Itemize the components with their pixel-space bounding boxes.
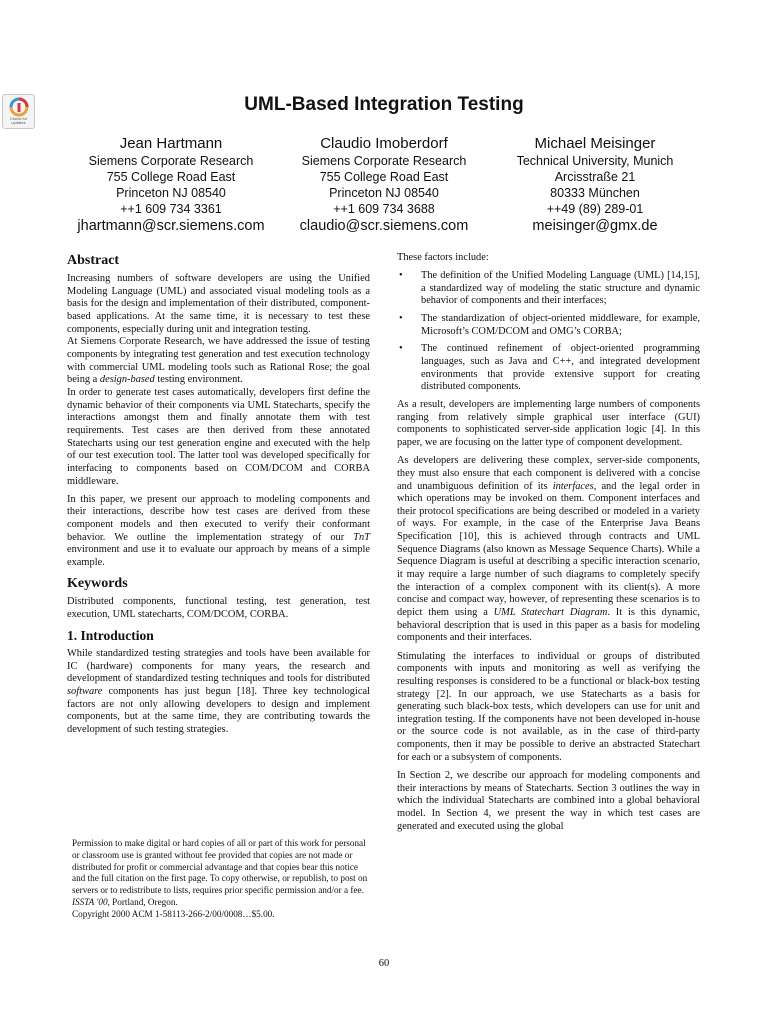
author-email[interactable]: meisinger@gmx.de [532, 218, 658, 234]
author-street: 755 College Road East [319, 170, 449, 184]
author-phone: ++1 609 734 3361 [120, 202, 222, 216]
author-city: 80333 München [550, 186, 640, 200]
body-paragraph: As a result, developers are implementing large numbers of components ranging from relatively simple graphical user interface (GUI) components to sophisticated server-side application logic [4]. In this paper, we are focusing on the latter type of component development. [397, 399, 700, 449]
body-paragraph: Stimulating the interfaces to individual or groups of distributed components with inputs and monitoring as well as verifying the resulting responses is considered to be a functional or black-box testing strategy [2]. In our approach, we use Statecharts as a basis for generating such black-box tests, which developers can use for unit and integration testing. If the components have not been developed in-house or the source code is not available, as in the case of third-party components, then it may be possible to derive an abstracted Statechart for each or a subsystem of components. [397, 650, 700, 763]
abstract-paragraph: In order to generate test cases automatically, developers first define the dynamic behavior of their components via UML Statecharts, specify the interactions amongst them and finally annotate them with test requirements. Test cases are then derived from these annotated Statecharts using our test generation engine and executed with the help of our test execution tool. The latter tool was developed specifically for interfacing to components based on COM/DCOM and CORBA middleware. [67, 386, 370, 487]
permission-text: Permission to make digital or hard copies of all or part of this work for personal or classroom use is granted without fee provided that copies are not made or distributed for profit or commercial advantage and that copies bear this notice and the full citation on the first page. To copy otherwise, or republish, to post on servers or to redistribute to lists, requires prior specific permission and/or a fee. [72, 838, 368, 895]
left-column [67, 252, 370, 742]
author-city: Princeton NJ 08540 [329, 186, 439, 200]
author-phone: ++49 (89) 289-01 [546, 202, 644, 216]
author-name: Michael Meisinger [534, 135, 656, 152]
author-name: Jean Hartmann [119, 135, 223, 152]
author-phone: ++1 609 734 3688 [333, 202, 435, 216]
introduction-heading: 1. Introduction [67, 627, 154, 643]
author-affiliation: Technical University, Munich [516, 154, 674, 168]
introduction-paragraph: While standardized testing strategies and tools have been available for IC (hardware) components for many years, the research and development of standardized testing techniques and tools for distributed software components has just begun [18]. Three key technological factors are not only allowing developers to design and implement components, but at the same time, they are contributing towards the development of such testing strategies. [67, 647, 370, 735]
author-affiliation: Siemens Corporate Research [301, 154, 467, 168]
venue-line: ISSTA '00, Portland, Oregon. [72, 896, 178, 907]
factors-intro: These factors include: [397, 252, 489, 263]
bullet-icon: • [399, 270, 403, 282]
paper-title: UML-Based Integration Testing [244, 94, 524, 115]
keywords-heading: Keywords [67, 576, 128, 592]
bullet-icon: • [399, 343, 403, 355]
abstract-paragraph: Increasing numbers of software developers are using the Unified Modeling Language (UML) and associated visual modeling tools as a basis for the design and implementation of their distributed, component-based applications. At the same time, it is necessary to test these components, especially during unit and integration testing. [67, 273, 370, 335]
abstract-paragraph: In this paper, we present our approach to modeling components and their interactions, describe how test cases are derived from these component models and then executed to verify their conformant behavior. We outline the implementation strategy of our TnT environment and use it to evaluate our approach by means of a simple example. [67, 493, 370, 568]
badge-line-2: updates [11, 120, 26, 125]
keywords-text: Distributed components, functional testing, test generation, test execution, UML statecharts, COM/DCOM, CORBA. [67, 596, 370, 620]
author-name: Claudio Imoberdorf [320, 135, 448, 152]
author-block-3 [475, 134, 715, 236]
right-column [397, 252, 700, 839]
author-street: Arcisstraße 21 [554, 170, 636, 184]
factors-list [397, 270, 700, 394]
body-paragraph: In Section 2, we describe our approach for modeling components and their interactions by means of Statecharts. Section 3 outlines the way in which the individual Statecharts are combined into a global behavioral model. In Section 4, we present the way in which test cases are generated and executed using the global [397, 769, 700, 832]
body-paragraph: As developers are delivering these complex, server-side components, they must also ensure that each component is delivered with a concise and unambiguous definition of its interfaces, and the legal order in which operations may be invoked on them. Component interfaces and their protocol specifications are being described or modeled in a variety of ways. For example, in the case of the Enterprise Java Beans Specification [10], this is achieved through contracts and UML Sequence Diagrams (also known as Message Sequence Charts). While a Sequence Diagram is useful at describing a specific interaction scenario, it may require a large number of such diagrams to completely specify the interaction of a complex component with its client(s). A more concise and compact way, however, of representing these scenarios is to depict them using a UML Statechart Diagram. It is this dynamic, behavioral description that is used in this paper as a basis for modeling components and their interfaces. [397, 455, 701, 644]
bullet-icon: • [399, 313, 403, 325]
list-item: • The standardization of object-oriented middleware, for example, Microsoft’s COM/DCOM and OMG’s CORBA; [399, 313, 700, 337]
author-affiliation: Siemens Corporate Research [88, 154, 254, 168]
list-item: • The definition of the Unified Modeling Language (UML) [14,15], a standardized way of modeling the static structure and dynamic behavior of components and their interfaces; [399, 270, 700, 307]
permission-notice [72, 838, 370, 920]
author-street: 755 College Road East [106, 170, 236, 184]
author-email[interactable]: jhartmann@scr.siemens.com [77, 218, 265, 234]
author-email[interactable]: claudio@scr.siemens.com [299, 218, 469, 234]
abstract-paragraph: At Siemens Corporate Research, we have addressed the issue of testing components by integrating test generation and test execution technology with commercial UML modeling tools such as Rational Rose; the goal being a design-based testing environment. [67, 336, 370, 386]
badge-line-1: Check for [9, 116, 28, 121]
page-number: 60 [378, 958, 390, 969]
author-block-1 [51, 134, 291, 236]
author-block-2 [264, 134, 504, 236]
list-item: • The continued refinement of object-oriented programming languages, such as Java and C++, and integrated development environments that provide extensive support for creating distributed components. [399, 343, 700, 393]
author-city: Princeton NJ 08540 [116, 186, 226, 200]
copyright-line: Copyright 2000 ACM 1-58113-266-2/00/0008…$5.00. [72, 908, 275, 919]
abstract-heading: Abstract [67, 253, 120, 268]
